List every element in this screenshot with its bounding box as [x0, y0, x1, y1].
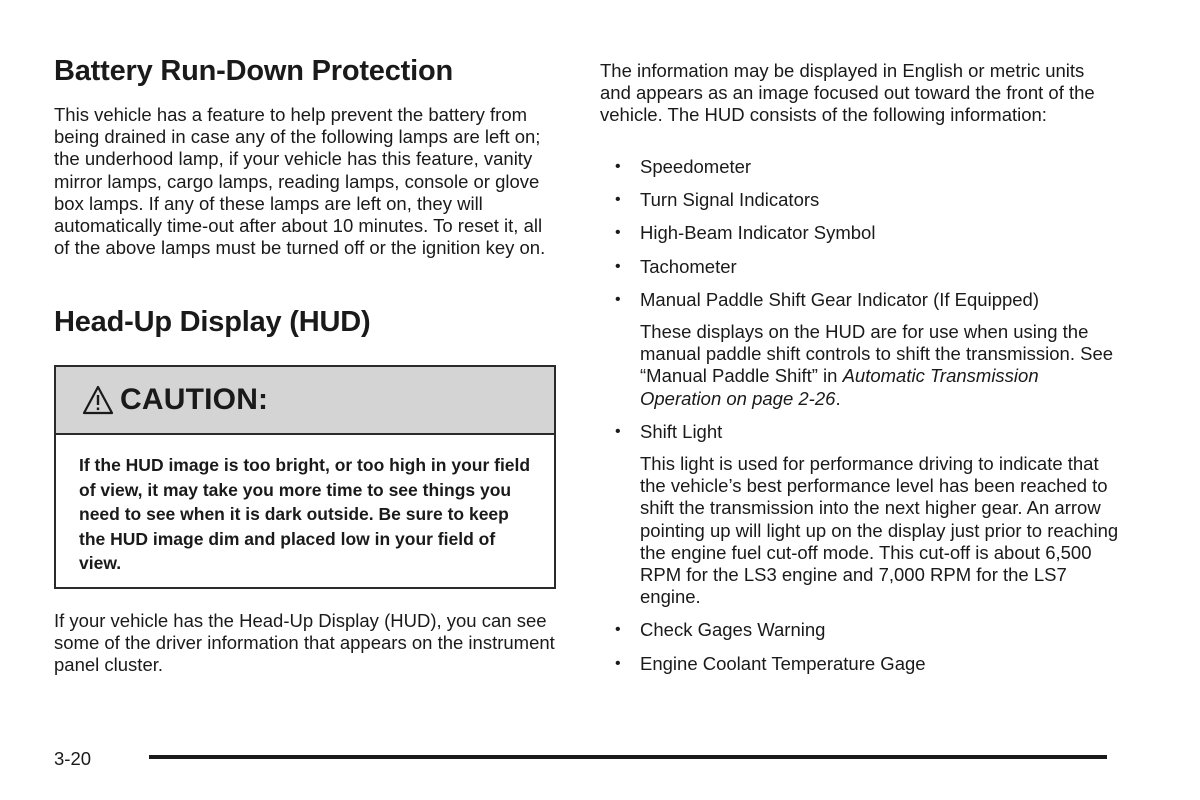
bullet-icon: • — [615, 191, 621, 209]
hud-heading: Head-Up Display (HUD) — [54, 306, 371, 338]
info-paragraph: The information may be displayed in English or metric units and appears as an image focused out toward the front of the vehicle. The HUD consists of the following information: — [600, 60, 1095, 126]
warning-triangle-icon — [82, 385, 114, 415]
detail-text: These displays on the HUD are for use when using the manual paddle shift controls to shift the transmission. See “Manual Paddle Shift” in — [640, 321, 1114, 387]
caution-header — [56, 367, 554, 435]
caution-box — [54, 365, 556, 589]
hud-paragraph: If your vehicle has the Head-Up Display (HUD), you can see some of the driver information that appears on the instrument panel cluster. — [54, 610, 555, 676]
list-item — [600, 222, 1120, 244]
caution-text: If the HUD image is too bright, or too high in your field of view, it may take you more time to see things you need to see when it is dark outside. Be sure to keep the HUD image dim and placed low in your field of view. — [79, 455, 531, 573]
footer-divider — [149, 755, 1107, 759]
list-item-label: Turn Signal Indicators — [640, 189, 820, 211]
list-item-detail — [640, 321, 1120, 410]
bullet-icon: • — [615, 422, 621, 440]
page-reference-link: Automatic Transmission Operation on page 2-26 — [640, 365, 1039, 409]
bullet-icon: • — [615, 158, 621, 175]
list-item-label: High-Beam Indicator Symbol — [640, 222, 876, 244]
list-item — [600, 421, 1120, 609]
bullet-icon: • — [615, 224, 621, 242]
list-item-detail: This light is used for performance driving to indicate that the vehicle’s best performance level has been reached to shift the transmission into the next higher gear. An arrow pointing up will light up on the display just prior to reaching the engine fuel cut-off mode. This cut-off is about 6,500 RPM for the LS3 engine and 7,000 RPM for the LS7 engine. — [640, 453, 1119, 608]
caution-title: CAUTION: — [120, 383, 269, 416]
list-item — [600, 189, 1120, 211]
bullet-icon: • — [615, 654, 621, 672]
hud-info-list — [600, 156, 1120, 686]
bullet-icon: • — [615, 257, 621, 275]
list-item-label: Speedometer — [640, 156, 752, 177]
bullet-icon: • — [615, 290, 621, 308]
bullet-icon: • — [615, 621, 621, 639]
list-item — [600, 156, 1120, 178]
detail-end: . — [835, 387, 841, 409]
list-item-label: Engine Coolant Temperature Gage — [640, 652, 926, 674]
page-number: 3-20 — [54, 748, 92, 769]
list-item — [600, 289, 1120, 410]
battery-paragraph: This vehicle has a feature to help prevent the battery from being drained in case any of the following lamps are left on; the underhood lamp, if your vehicle has this feature, vanity mirror lamps, cargo lamps, reading lamps, console or glove box lamps. If any of these lamps are left on, they will automatically time-out after about 10 minutes. To reset it, all of the above lamps must be turned off or the ignition key on. — [54, 104, 546, 259]
list-item — [600, 653, 1120, 675]
list-item-label: Manual Paddle Shift Gear Indicator (If Equipped) — [640, 288, 1040, 310]
battery-heading: Battery Run-Down Protection — [54, 55, 453, 87]
list-item — [600, 256, 1120, 278]
list-item-label: Check Gages Warning — [640, 619, 826, 641]
list-item-label: Tachometer — [640, 255, 737, 277]
list-item — [600, 619, 1120, 641]
list-item-label: Shift Light — [640, 420, 723, 442]
